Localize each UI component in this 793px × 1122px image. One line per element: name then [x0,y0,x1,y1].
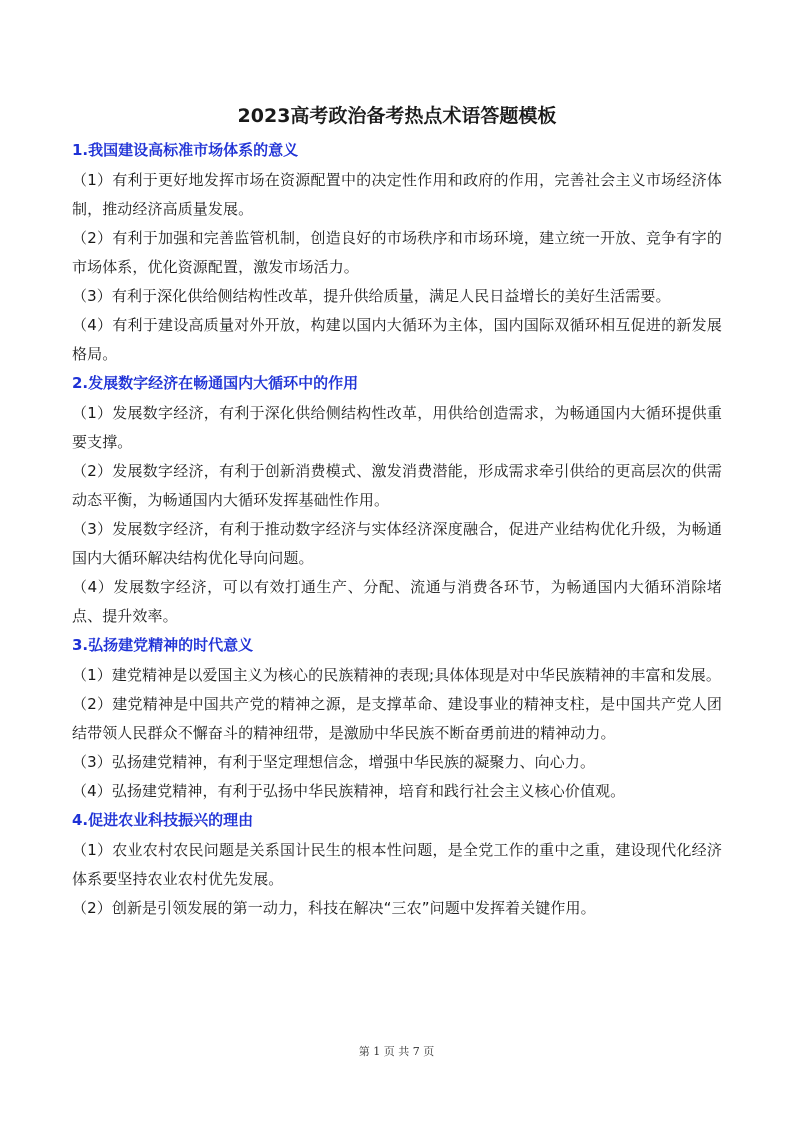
section-heading: 3.弘扬建党精神的时代意义 [72,636,254,654]
section-3 [72,635,722,806]
paragraph: （3）弘扬建党精神，有利于坚定理想信念，增强中华民族的凝聚力、向心力。 [72,753,596,771]
document-title: 2023高考政治备考热点术语答题模板 [237,105,557,127]
paragraph: （4）有利于建设高质量对外开放，构建以国内大循环为主体，国内国际双循环相互促进的新发展格局。 [72,316,722,363]
paragraph: （1）农业农村农民问题是关系国计民生的根本性问题，是全党工作的重中之重，建设现代化经济体系要坚持农业农村优先发展。 [72,841,722,888]
paragraph: （2）有利于加强和完善监管机制，创造良好的市场秩序和市场环境，建立统一开放、竞争有字的市场体系，优化资源配置，激发市场活力。 [72,229,722,276]
section-heading: 2.发展数字经济在畅通国内大循环中的作用 [72,374,359,392]
section-2 [72,373,722,631]
paragraph: （1）建党精神是以爱国主义为核心的民族精神的表现;具体体现是对中华民族精神的丰富和发展。 [72,666,722,684]
page-number-footer: 第 1 页 共 7 页 [358,1045,435,1058]
paragraph: （1）有利于更好地发挥市场在资源配置中的决定性作用和政府的作用，完善社会主义市场经济体制，推动经济高质量发展。 [72,171,722,218]
document-body [72,102,722,923]
paragraph: （3）有利于深化供给侧结构性改革，提升供给质量，满足人民日益增长的美好生活需要。 [72,287,671,305]
paragraph: （4）弘扬建党精神，有利于弘扬中华民族精神，培育和践行社会主义核心价值观。 [72,782,626,800]
paragraph: （1）发展数字经济，有利于深化供给侧结构性改革，用供给创造需求，为畅通国内大循环提供重要支撑。 [72,404,722,451]
section-4 [72,810,722,923]
paragraph: （2）建党精神是中国共产党的精神之源，是支撑革命、建设事业的精神支柱，是中国共产党人团结带领人民群众不懈奋斗的精神纽带，是激励中华民族不断奋勇前进的精神动力。 [72,695,722,742]
paragraph: （3）发展数字经济，有利于推动数字经济与实体经济深度融合，促进产业结构优化升级，为畅通国内大循环解决结构优化导向问题。 [72,520,722,567]
section-heading: 4.促进农业科技振兴的理由 [72,811,254,829]
paragraph: （2）创新是引领发展的第一动力，科技在解决“三农”问题中发挥着关键作用。 [72,899,596,917]
paragraph: （2）发展数字经济，有利于创新消费模式、激发消费潜能，形成需求牵引供给的更高层次的供需动态平衡，为畅通国内大循环发挥基础性作用。 [72,462,722,509]
section-1 [72,140,722,369]
paragraph: （4）发展数字经济，可以有效打通生产、分配、流通与消费各环节，为畅通国内大循环消除堵点、提升效率。 [72,578,722,625]
section-heading: 1.我国建设高标准市场体系的意义 [72,141,299,159]
